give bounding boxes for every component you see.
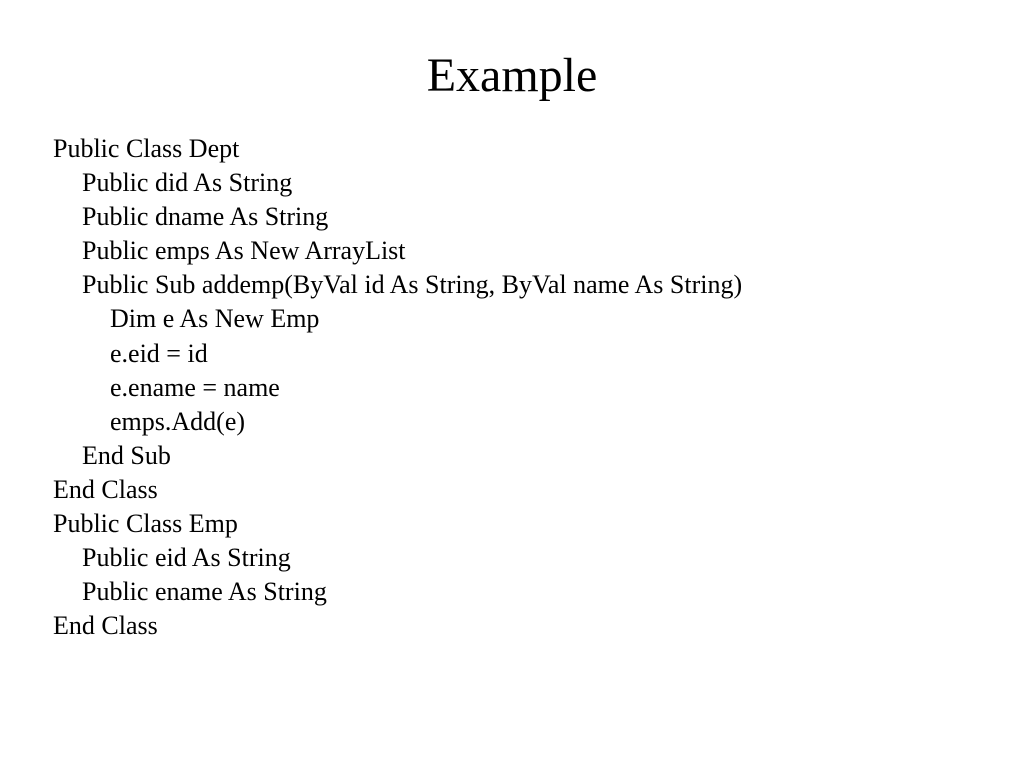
code-line: e.eid = id bbox=[110, 338, 208, 368]
code-line: Public did As String bbox=[82, 168, 293, 198]
code-line: e.ename = name bbox=[110, 372, 280, 402]
code-line: Public ename As String bbox=[82, 577, 327, 607]
code-line: Public emps As New ArrayList bbox=[82, 236, 406, 266]
code-line: Public Class Dept bbox=[53, 134, 240, 163]
code-line: Dim e As New Emp bbox=[110, 304, 320, 334]
code-listing bbox=[53, 132, 1003, 643]
code-line: End Class bbox=[53, 611, 158, 641]
code-line: emps.Add(e) bbox=[110, 406, 246, 436]
code-line: Public eid As String bbox=[82, 543, 291, 573]
slide-title: Example bbox=[426, 49, 598, 102]
code-line: Public Class Emp bbox=[53, 509, 238, 539]
code-line: Public Sub addemp(ByVal id As String, ByVal name As String) bbox=[82, 270, 743, 300]
code-line: End Sub bbox=[82, 440, 171, 470]
code-line: End Class bbox=[53, 474, 158, 504]
code-line: Public dname As String bbox=[82, 202, 329, 232]
